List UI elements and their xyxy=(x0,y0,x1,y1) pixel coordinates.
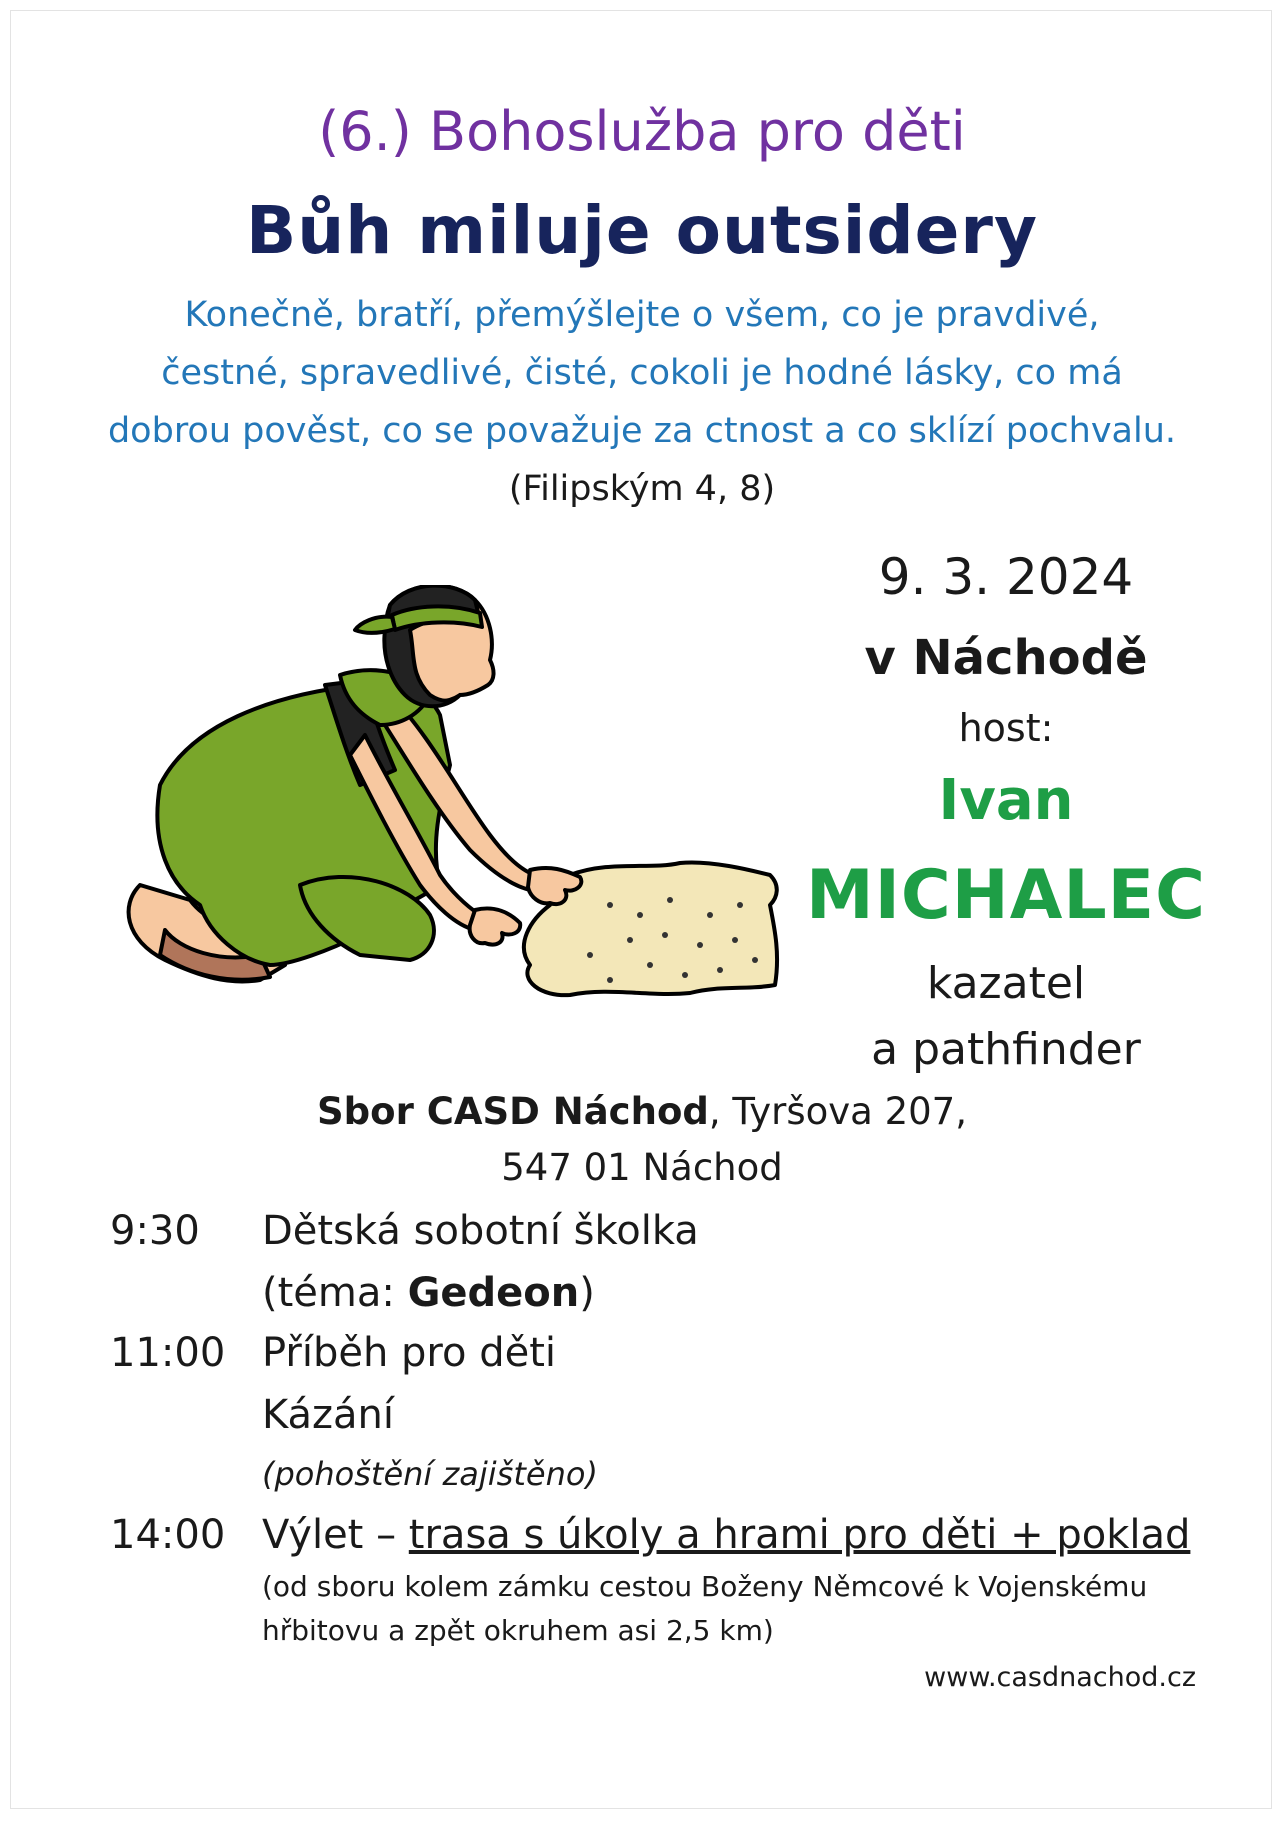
church-name: Sbor CASD Náchod xyxy=(317,1090,709,1133)
host-role-line-1: kazatel xyxy=(926,958,1086,1009)
schedule-time-2: 11:00 xyxy=(110,1330,226,1376)
theme-name: Gedeon xyxy=(407,1270,580,1316)
address-city: 547 01 Náchod xyxy=(501,1146,783,1189)
host-role-line-2: a pathfinder xyxy=(871,1024,1141,1075)
schedule-item-4: Výlet – trasa s úkoly a hrami pro děti + poklad xyxy=(262,1512,1191,1558)
address-line-1 xyxy=(0,1090,1284,1133)
street-address: , Tyršova 207, xyxy=(708,1090,967,1133)
kneeling-man-illustration xyxy=(110,585,790,1025)
verse-reference: (Filipským 4, 8) xyxy=(508,469,776,509)
schedule-item-2: Příběh pro děti xyxy=(262,1330,556,1376)
event-place: v Náchodě xyxy=(864,630,1148,686)
schedule-time-1: 9:30 xyxy=(110,1208,200,1254)
event-subtitle: (6.) Bohoslužba pro děti xyxy=(318,100,966,163)
verse-line-3: dobrou pověst, co se považuje za ctnost a co sklízí pochvalu. xyxy=(107,411,1177,451)
schedule-item-1: Dětská sobotní školka xyxy=(262,1208,699,1254)
event-title: Bůh miluje outsidery xyxy=(246,192,1038,269)
event-date: 9. 3. 2024 xyxy=(878,548,1134,606)
host-last-name: MICHALEC xyxy=(805,856,1207,935)
schedule-time-3: 14:00 xyxy=(110,1512,226,1558)
host-label: host: xyxy=(958,706,1054,750)
schedule-theme: (téma: Gedeon) xyxy=(262,1270,595,1316)
verse-line-1: Konečně, bratří, přemýšlejte o všem, co je pravdivé, xyxy=(184,295,1100,335)
website-link[interactable]: www.casdnachod.cz xyxy=(924,1662,1196,1693)
refreshments-note: (pohoštění zajištěno) xyxy=(262,1455,598,1493)
host-first-name: Ivan xyxy=(938,768,1074,833)
verse-line-2: čestné, spravedlivé, čisté, cokoli je hodné lásky, co má xyxy=(161,353,1123,393)
trip-description: trasa s úkoly a hrami pro děti + poklad xyxy=(408,1512,1191,1558)
schedule-item-3: Kázání xyxy=(262,1392,395,1438)
bible-verse xyxy=(0,286,1284,518)
